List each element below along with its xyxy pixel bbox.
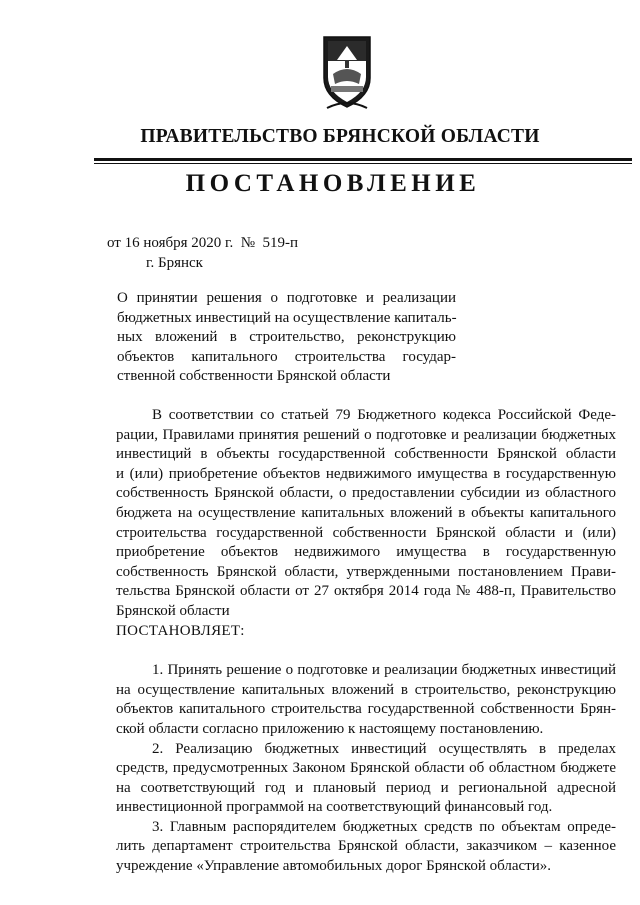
header-rule-thin	[94, 163, 632, 164]
preamble-line: В соответствии со статьей 79 Бюджетного кодекса Российской Феде-	[152, 407, 616, 423]
clause-1	[116, 661, 616, 739]
preamble-line: собственность Брянской области, о предоставлении субсидии из областного	[116, 485, 616, 502]
header-rule-thick	[94, 158, 632, 161]
clause-line: учреждение «Управление автомобильных дорог Брянской области».	[116, 858, 551, 875]
subject-line: ных вложений в строительство, реконструкцию	[117, 329, 456, 345]
preamble-paragraph	[116, 406, 616, 622]
clause-line: средств, предусмотренных Законом Брянской области об областном бюджете	[116, 760, 616, 777]
preamble-line: и (или) приобретение объектов недвижимого имущества в государственную	[116, 465, 616, 482]
document-type-title: ПОСТАНОВЛЕНИЕ	[185, 170, 481, 197]
subject-line: бюджетных инвестиций на осуществление капиталь-	[117, 309, 457, 326]
clause-line: объектов капитального строительства государственной собственности Брян-	[116, 701, 616, 718]
clause-3	[116, 818, 616, 877]
issue-city: г. Брянск	[146, 255, 203, 271]
subject-line: ственной собственности Брянской области	[117, 368, 391, 384]
clause-line: на осуществление капитальных вложений в строительство, реконструкцию	[116, 681, 616, 698]
subject-line: объектов капитального строительства государ-	[117, 348, 456, 365]
clause-line: на соответствующий год и плановый период и региональной адресной	[116, 779, 616, 796]
preamble-line: тельства Брянской области от 27 октября 2014 года № 488-п, Правительство	[116, 583, 616, 600]
preamble-line: бюджета на осуществление капитальных вложений в объекты капитального	[116, 504, 616, 521]
document-body	[116, 406, 616, 877]
preamble-line: приобретение объектов недвижимого имущества в государственную	[116, 544, 616, 561]
preamble-line: инвестиций в объекты государственной собственности Брянской области	[116, 446, 616, 463]
preamble-line: рации, Правилами принятия решений о подготовке и реализации бюджетных	[116, 426, 616, 443]
clause-line: инвестиционной программой на соответствующий финансовый год.	[116, 799, 553, 816]
clause-line: ской области согласно приложению к настоящему постановлению.	[116, 720, 544, 737]
resolves-heading: ПОСТАНОВЛЯЕТ:	[116, 622, 245, 639]
clause-line: лить департамент строительства Брянской области, заказчиком – казенное	[116, 838, 616, 855]
clause-2	[116, 740, 616, 818]
clause-line: 3. Главным распорядителем бюджетных средств по объектам опреде-	[152, 818, 616, 835]
document-subject	[117, 289, 456, 387]
clause-line: 1. Принять решение о подготовке и реализации бюджетных инвестиций	[152, 662, 616, 679]
date-and-number: от 16 ноября 2020 г. № 519-п	[107, 235, 299, 251]
preamble-line: строительства государственной собственности Брянской области и (или)	[116, 524, 616, 541]
preamble-line: Брянской области	[116, 602, 230, 619]
clause-line: 2. Реализацию бюджетных инвестиций осуществлять в пределах	[152, 740, 616, 757]
coat-of-arms-icon	[319, 34, 375, 112]
government-title: ПРАВИТЕЛЬСТВО БРЯНСКОЙ ОБЛАСТИ	[140, 126, 540, 147]
subject-line: О принятии решения о подготовке и реализации	[117, 290, 456, 306]
preamble-line: собственность Брянской области, утвержденными постановлением Прави-	[116, 563, 616, 580]
